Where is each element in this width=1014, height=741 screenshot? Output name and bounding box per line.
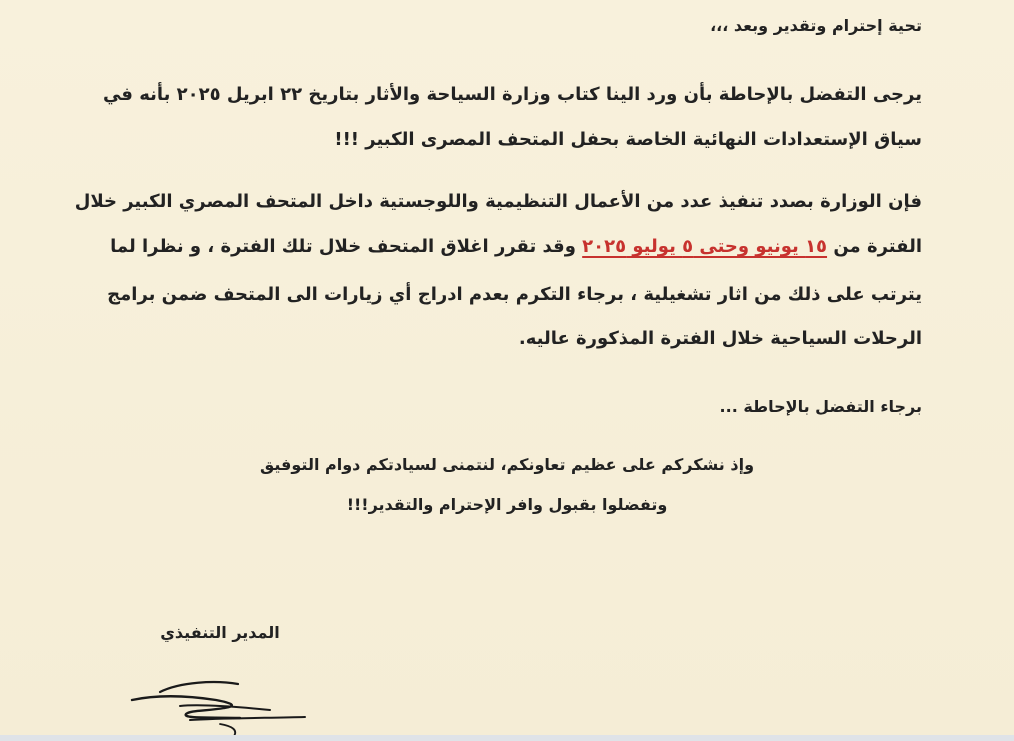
signatory-title: المدير التنفيذي [160, 623, 280, 642]
closure-decision-text: وقد تقرر اغلاق المتحف خلال تلك الفترة ، و نظرا لما [110, 236, 576, 257]
paragraph-2-line-2 [110, 238, 922, 256]
closing-line-1: وإذ نشكركم على عظيم تعاونكم، لنتمنى لسيادتكم دوام التوفيق [259, 455, 755, 474]
handwritten-signature [120, 670, 320, 738]
paragraph-1-line-2: سياق الإستعدادات النهائية الخاصة بحفل المتحف المصرى الكبير !!! [334, 129, 922, 150]
bottom-edge [0, 735, 1014, 741]
closing-line-2: وتفضلوا بقبول وافر الإحترام والتقدير!!! [346, 495, 668, 514]
paragraph-2-line-3: يترتب على ذلك من اثار تشغيلية ، برجاء التكرم بعدم ادراج أي زيارات الى المتحف ضمن برامج [107, 284, 922, 305]
closure-period-highlight: ١٥ يونيو وحتى ٥ يوليو ٢٠٢٥ [582, 236, 828, 257]
paragraph-2-line-1: فإن الوزارة بصدد تنفيذ عدد من الأعمال التنظيمية واللوجستية داخل المتحف المصري الكبير خلال [74, 191, 922, 212]
paragraph-2-line-4: الرحلات السياحية خلال الفترة المذكورة عاليه. [518, 328, 922, 349]
period-label: الفترة من [833, 236, 922, 257]
greeting-line: تحية إحترام وتقدير وبعد ،،، [710, 16, 922, 35]
attention-note: برجاء التفضل بالإحاطة ... [719, 397, 922, 416]
paragraph-1-line-1: يرجى التفضل بالإحاطة بأن ورد الينا كتاب وزارة السياحة والأثار بتاريخ ٢٢ ابريل ٢٠٢٥ بأنه في [102, 84, 922, 105]
